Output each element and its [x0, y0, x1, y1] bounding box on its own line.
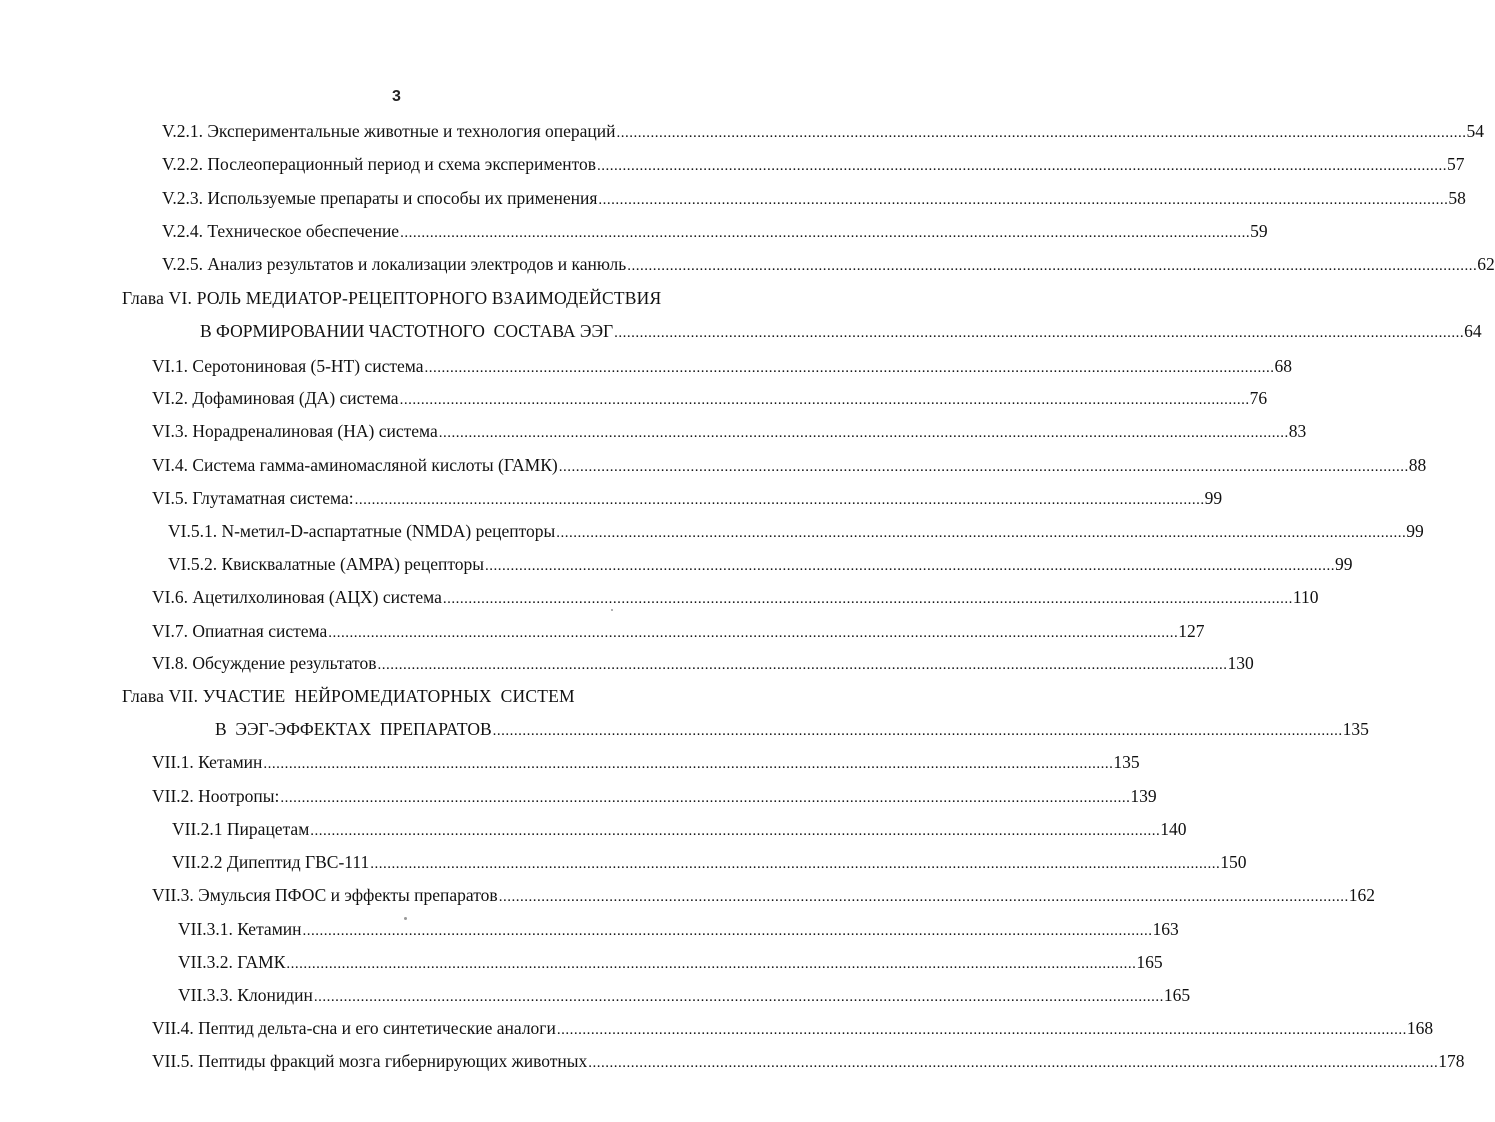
toc-entry: [152, 418, 1307, 444]
leader-dots: ........................................................................................................................................................................................................: [370, 856, 1221, 872]
toc-entry-label: VII.1. Кетамин: [152, 752, 263, 772]
leader-dots: ........................................................................................................................................................................................................: [627, 258, 1478, 274]
toc-entry-label: VII.5. Пептиды фракций мозга гибернирующих животных: [152, 1051, 588, 1071]
toc-entry: [162, 118, 1485, 144]
toc-entry-page: 62: [1477, 254, 1495, 274]
toc-entry: [168, 518, 1424, 544]
toc-entry: [162, 151, 1465, 177]
leader-dots: ........................................................................................................................................................................................................: [556, 525, 1407, 541]
toc-entry-page: 165: [1136, 952, 1163, 972]
scan-speck: [404, 917, 407, 920]
toc-entry-page: 54: [1466, 121, 1485, 141]
toc-entry-label: VI.2. Дофаминовая (ДА) система: [152, 388, 399, 408]
leader-dots: ........................................................................................................................................................................................................: [614, 325, 1465, 341]
toc-entry: [178, 949, 1163, 975]
toc-entry-page: 57: [1447, 154, 1465, 174]
toc-entry-page: 139: [1130, 786, 1157, 806]
toc-entry-label: VII.3. Эмульсия ПФОС и эффекты препаратов: [152, 885, 498, 905]
toc-entry: [152, 650, 1254, 676]
toc-entry-page: 99: [1204, 488, 1223, 508]
leader-dots: ........................................................................................................................................................................................................: [377, 657, 1228, 673]
toc-entry-page: 130: [1227, 653, 1254, 673]
toc-entry-page: 99: [1406, 521, 1424, 541]
toc-entry-page: 135: [1342, 719, 1369, 739]
toc-entry-page: 88: [1408, 455, 1427, 475]
leader-dots: ........................................................................................................................................................................................................: [399, 392, 1250, 408]
toc-entry-label: V.2.1. Экспериментальные животные и технология операций: [162, 121, 616, 141]
toc-entry: [172, 849, 1247, 875]
toc-entry: [152, 452, 1427, 478]
toc-entry-label: VII.2.2 Дипептид ГВС-111: [172, 852, 370, 872]
leader-dots: ........................................................................................................................................................................................................: [485, 558, 1335, 574]
leader-dots: ........................................................................................................................................................................................................: [400, 225, 1251, 241]
leader-dots: ........................................................................................................................................................................................................: [598, 192, 1449, 208]
toc-entry: [172, 816, 1187, 842]
leader-dots: ........................................................................................................................................................................................................: [438, 425, 1289, 441]
leader-dots: ........................................................................................................................................................................................................: [354, 492, 1205, 508]
toc-entry-label: VI.5.1. N-метил-D-аспартатные (NMDA) рецепторы: [168, 521, 556, 541]
toc-entry: [152, 385, 1268, 411]
toc-entry-label: V.2.3. Используемые препараты и способы их применения: [162, 188, 598, 208]
leader-dots: ........................................................................................................................................................................................................: [597, 158, 1448, 174]
toc-entry-label: VI.1. Серотониновая (5-НТ) система: [152, 356, 424, 376]
toc-entry: [152, 485, 1223, 511]
leader-dots: ........................................................................................................................................................................................................: [286, 956, 1137, 972]
leader-dots: ........................................................................................................................................................................................................: [558, 459, 1409, 475]
leader-dots: ........................................................................................................................................................................................................: [302, 923, 1153, 939]
toc-entry-page: 83: [1288, 421, 1307, 441]
toc-entry-page: 150: [1220, 852, 1247, 872]
scan-speck: [611, 609, 613, 611]
leader-dots: ........................................................................................................................................................................................................: [492, 723, 1343, 739]
toc-entry: [178, 916, 1179, 942]
leader-dots: ........................................................................................................................................................................................................: [328, 625, 1179, 641]
toc-entry-page: 68: [1274, 356, 1292, 376]
toc-entry-page: 140: [1160, 819, 1187, 839]
toc-entry: [152, 783, 1157, 809]
toc-entry-label: VI.6. Ацетилхолиновая (АЦХ) система: [152, 587, 442, 607]
toc-entry-label: VII.2.1 Пирацетам: [172, 819, 310, 839]
toc-entry-page: 76: [1249, 388, 1268, 408]
toc-entry-label: VI.4. Система гамма-аминомасляной кислоты (ГАМК): [152, 455, 558, 475]
toc-entry-label: VI.8. Обсуждение результатов: [152, 653, 377, 673]
toc-entry-page: 58: [1448, 188, 1466, 208]
page-number: 3: [392, 88, 401, 105]
toc-entry: [162, 185, 1466, 211]
toc-entry-page: 64: [1464, 321, 1482, 341]
chapter-heading: Глава VII. УЧАСТИЕ НЕЙРОМЕДИАТОРНЫХ СИСТЕМ: [122, 686, 575, 706]
chapter-heading: Глава VI. РОЛЬ МЕДИАТОР-РЕЦЕПТОРНОГО ВЗАИМОДЕЙСТВИЯ: [122, 288, 662, 308]
toc-entry-label: VII.3.3. Клонидин: [178, 985, 313, 1005]
leader-dots: ........................................................................................................................................................................................................: [424, 360, 1275, 376]
leader-dots: ........................................................................................................................................................................................................: [498, 889, 1349, 905]
toc-entry-label: В ЭЭГ-ЭФФЕКТАХ ПРЕПАРАТОВ: [215, 719, 492, 739]
toc-entry-label: V.2.2. Послеоперационный период и схема экспериментов: [162, 154, 597, 174]
toc-entry-page: 178: [1438, 1051, 1465, 1071]
leader-dots: ........................................................................................................................................................................................................: [313, 989, 1164, 1005]
leader-dots: ........................................................................................................................................................................................................: [556, 1022, 1407, 1038]
toc-entry: [215, 716, 1369, 742]
toc-entry: [162, 218, 1268, 244]
toc-entry-label: VII.4. Пептид дельта-сна и его синтетические аналоги: [152, 1018, 556, 1038]
toc-entry-label: V.2.5. Анализ результатов и локализации электродов и канюль: [162, 254, 627, 274]
leader-dots: ........................................................................................................................................................................................................: [442, 591, 1293, 607]
toc-entry-label: VII.3.2. ГАМК: [178, 952, 286, 972]
toc-entry: [152, 1015, 1434, 1041]
toc-entry-page: 168: [1406, 1018, 1434, 1038]
leader-dots: ........................................................................................................................................................................................................: [616, 125, 1467, 141]
toc-entry-label: VI.5. Глутаматная система:: [152, 488, 354, 508]
toc-entry: [152, 749, 1140, 775]
toc-entry: [200, 318, 1482, 344]
toc-entry-page: 99: [1335, 554, 1353, 574]
toc-entry-label: В ФОРМИРОВАНИИ ЧАСТОТНОГО СОСТАВА ЭЭГ: [200, 321, 614, 341]
toc-entry-label: VI.7. Опиатная система: [152, 621, 328, 641]
toc-entry: [162, 251, 1495, 277]
toc-entry-page: 135: [1113, 752, 1140, 772]
toc-entry: [152, 1048, 1465, 1074]
toc-entry-page: 162: [1348, 885, 1375, 905]
toc-entry-page: 163: [1152, 919, 1179, 939]
toc-entry: [152, 882, 1375, 908]
toc-entry-label: VII.3.1. Кетамин: [178, 919, 302, 939]
leader-dots: ........................................................................................................................................................................................................: [263, 756, 1114, 772]
toc-entry-label: VI.3. Норадреналиновая (НА) система: [152, 421, 438, 441]
toc-entry: [168, 551, 1353, 577]
leader-dots: ........................................................................................................................................................................................................: [280, 790, 1131, 806]
toc-entry: [152, 618, 1205, 644]
leader-dots: ........................................................................................................................................................................................................: [588, 1055, 1439, 1071]
toc-entry-label: VII.2. Ноотропы:: [152, 786, 280, 806]
toc-entry: [152, 353, 1292, 379]
toc-entry: [152, 584, 1319, 610]
toc-entry-page: 59: [1250, 221, 1268, 241]
toc-entry-page: 127: [1178, 621, 1205, 641]
toc-entry: [178, 982, 1191, 1008]
toc-entry-page: 110: [1292, 587, 1319, 607]
toc-entry-label: VI.5.2. Квисквалатные (АМРА) рецепторы: [168, 554, 484, 574]
toc-entry-label: V.2.4. Техническое обеспечение: [162, 221, 400, 241]
leader-dots: ........................................................................................................................................................................................................: [310, 823, 1161, 839]
toc-entry-page: 165: [1163, 985, 1191, 1005]
